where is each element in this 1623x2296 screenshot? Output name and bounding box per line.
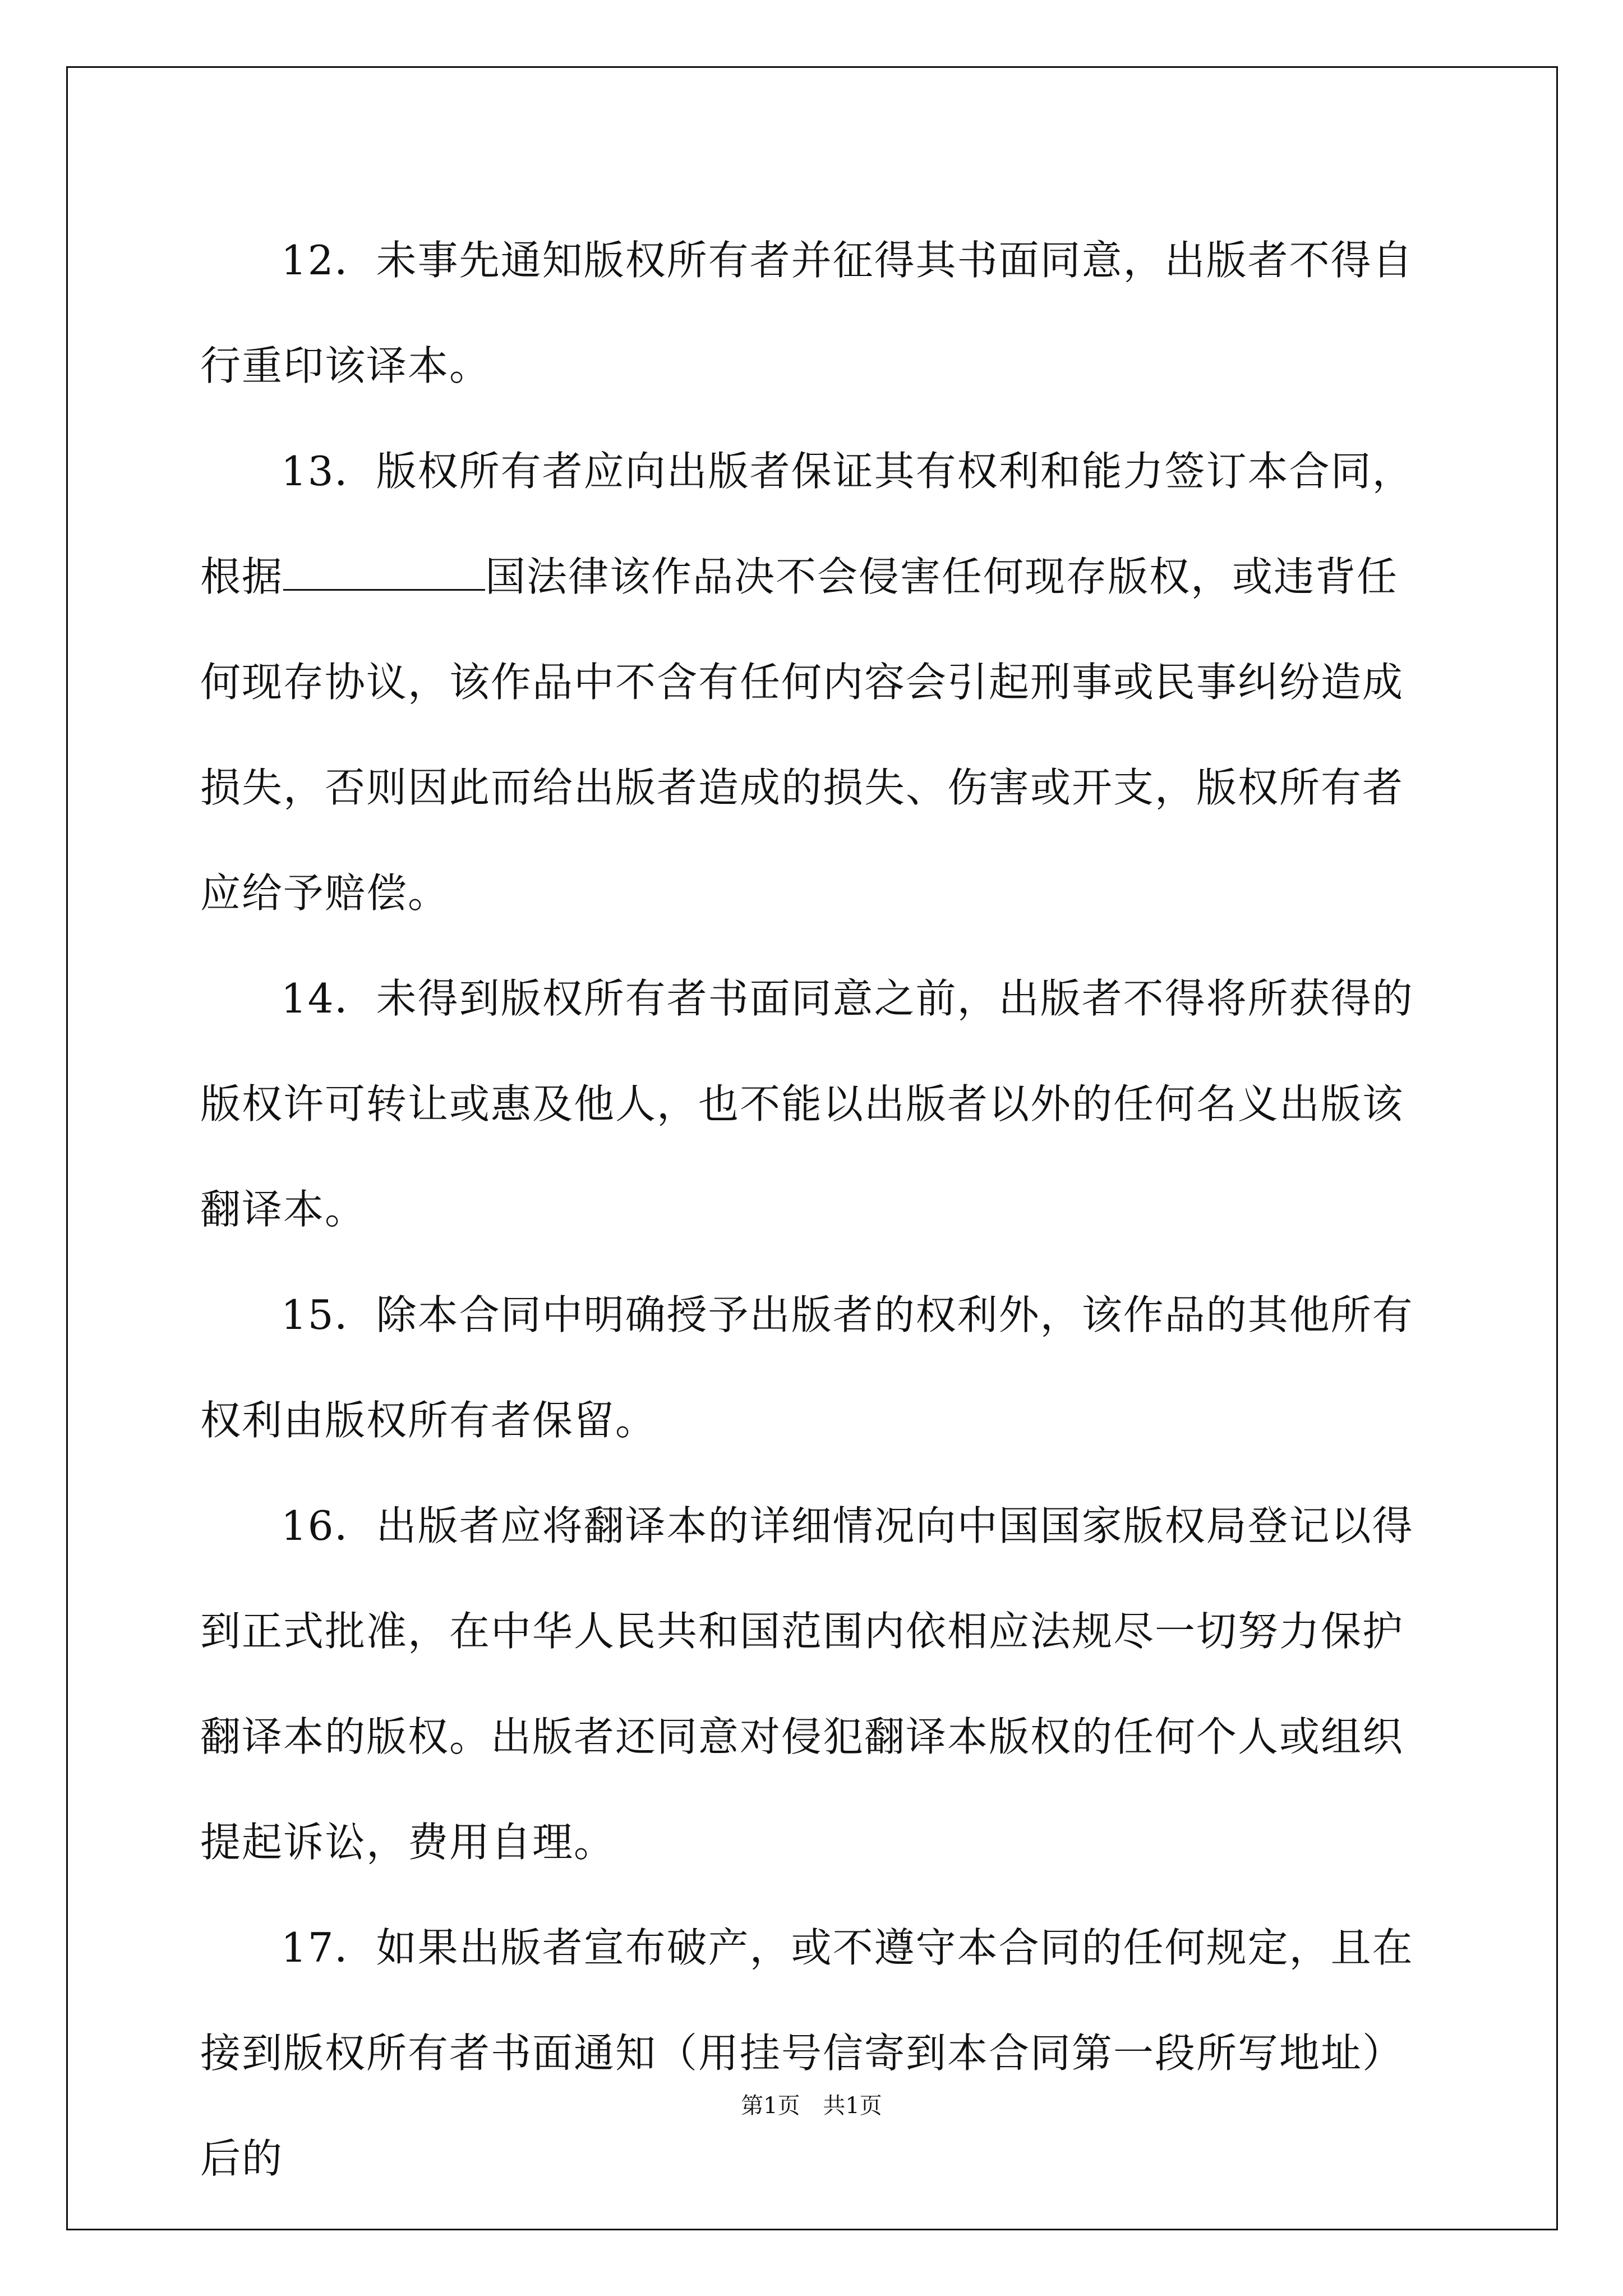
clause-13-after: 国法律该作品决不会侵害任何现存版权，或违背任何现存协议，该作品中不含有任何内容会引起刑事或民事纠纷造成损失，否则因此而给出版者造成的损失、伤害或开支，版权所有者应给予赔偿。 xyxy=(200,553,1404,917)
clause-15: 15．除本合同中明确授予出版者的权利外，该作品的其他所有权利由版权所有者保留。 xyxy=(200,1291,1414,1444)
contract-body xyxy=(200,208,1434,2211)
clause-13 xyxy=(200,418,1434,946)
page-footer xyxy=(0,2088,1623,2120)
clause-16: 16．出版者应将翻译本的详细情况向中国国家版权局登记以得到正式批准，在中华人民共和国范围内依相应法规尽一切努力保护翻译本的版权。出版者还同意对侵犯翻译本版权的任何个人或组织提起诉讼，费用自理。 xyxy=(200,1502,1414,1866)
page-number: 第1页 xyxy=(741,2093,800,2119)
clause-13-before: 13．版权所有者应向出版者保证其有权利和能力签订本合同，根据 xyxy=(200,448,1414,600)
clause-17: 17．如果出版者宣布破产，或不遵守本合同的任何规定，且在接到版权所有者书面通知（用挂号信寄到本合同第一段所写地址）后的 xyxy=(200,1924,1414,2182)
page-total: 共1页 xyxy=(823,2093,882,2119)
clause-12: 12．未事先通知版权所有者并征得其书面同意，出版者不得自行重印该译本。 xyxy=(200,237,1414,389)
fill-in-blank xyxy=(283,556,485,591)
clause-14: 14．未得到版权所有者书面同意之前，出版者不得将所获得的版权许可转让或惠及他人，也不能以出版者以外的任何名义出版该翻译本。 xyxy=(200,975,1414,1233)
